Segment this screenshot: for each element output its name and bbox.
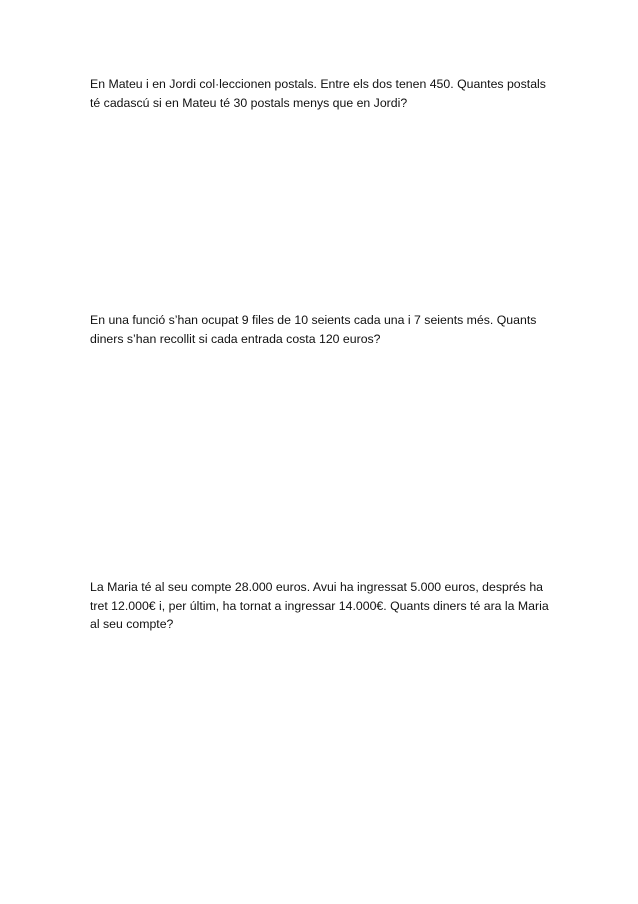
problem-1-text: En Mateu i en Jordi col·leccionen postals. Entre els dos tenen 450. Quantes postals té cadascú si en Mateu té 30 postals menys que en Jordi? bbox=[90, 77, 546, 110]
problem-3-text: La Maria té al seu compte 28.000 euros. Avui ha ingressat 5.000 euros, després ha tret 12.000€ i, per últim, ha tornat a ingressar 14.000€. Quants diners té ara la Maria al seu compte? bbox=[90, 580, 549, 631]
problem-2-text: En una funció s’han ocupat 9 files de 10 seients cada una i 7 seients més. Quants diners s’han recollit si cada entrada costa 120 euros? bbox=[90, 313, 537, 346]
